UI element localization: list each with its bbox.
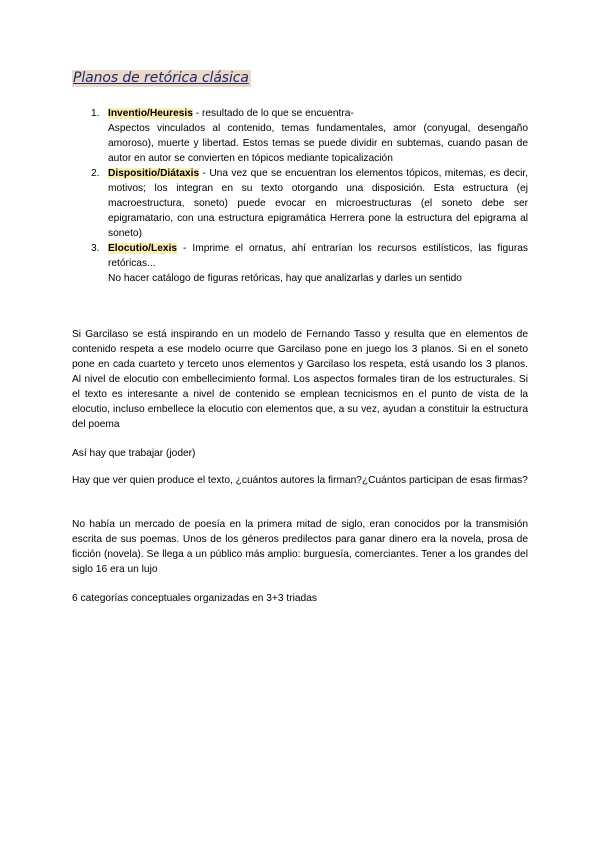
list-item-text: - Una vez que se encuentran los elementos tópicos, mitemas, es decir, motivos; los integran en su texto otorgando una disposición. Esta estructura (ej macroestructura, soneto) puede evocar en microestructuras (el soneto debe ser epigramatario, con una estructura epigramática Herrera pone la estructura del epigrama al soneto) bbox=[108, 168, 528, 239]
list-number: 2. bbox=[91, 168, 100, 179]
list-item bbox=[72, 241, 528, 286]
body-paragraph: Hay que ver quien produce el texto, ¿cuántos autores la firman?¿Cuántos participan de esas firmas? bbox=[72, 475, 528, 486]
list-item-text: - resultado de lo que se encuentra- bbox=[192, 108, 354, 119]
list-term-highlight: Dispositio/Diátaxis bbox=[108, 168, 200, 179]
body-paragraph: 6 categorías conceptuales organizadas en 3+3 triadas bbox=[72, 593, 317, 604]
document-title: Planos de retórica clásica bbox=[73, 70, 249, 86]
rhetoric-planes-list bbox=[72, 106, 528, 286]
body-paragraph: No había un mercado de poesía en la primera mitad de siglo, eran conocidos por la transmisión escrita de sus poemas. Unos de los géneros predilectos para ganar dinero era la novela, prosa de ficción (novela). Se llega a un público más amplio: burguesía, comerciantes. Tener a los grandes del siglo 16 era un lujo bbox=[72, 519, 528, 575]
list-term-highlight: Elocutio/Lexis bbox=[108, 243, 178, 254]
list-item-extra: Aspectos vinculados al contenido, temas fundamentales, amor (conyugal, desengaño amoroso), muerte y libertad. Estos temas se puede dividir en subtemas, cuando pasan de autor en autor se convierten en tópicos mediante topicalización bbox=[108, 123, 528, 164]
list-term-highlight: Inventio/Heuresis bbox=[108, 108, 193, 119]
body-paragraph: Si Garcilaso se está inspirando en un modelo de Fernando Tasso y resulta que en elementos de contenido respeta a ese modelo ocurre que Garcilaso pone en juego los 3 planos. Si en el soneto pone en cada cuarteto y terceto unos elementos y Garcilaso los respeta, está usando los 3 planos. Al nivel de elocutio con embellecimiento formal. Los aspectos formales tiran de los estructurales. Si el texto es interesante a nivel de contenido se emplean tecnicismos en el punto de vista de la elocutio, incluso embellece la elocutio con elementos que, a su vez, ayudan a constituir la estructura del poema bbox=[72, 329, 528, 430]
list-number: 3. bbox=[91, 243, 100, 254]
list-item-text: - Imprime el ornatus, ahí entrarían los recursos estilísticos, las figuras retóricas... bbox=[108, 243, 528, 269]
list-item bbox=[72, 166, 528, 241]
list-item-extra: No hacer catálogo de figuras retóricas, hay que analizarlas y darles un sentido bbox=[108, 273, 462, 284]
list-number: 1. bbox=[91, 108, 100, 119]
list-item bbox=[72, 106, 528, 166]
body-paragraph: Así hay que trabajar (joder) bbox=[72, 448, 196, 459]
